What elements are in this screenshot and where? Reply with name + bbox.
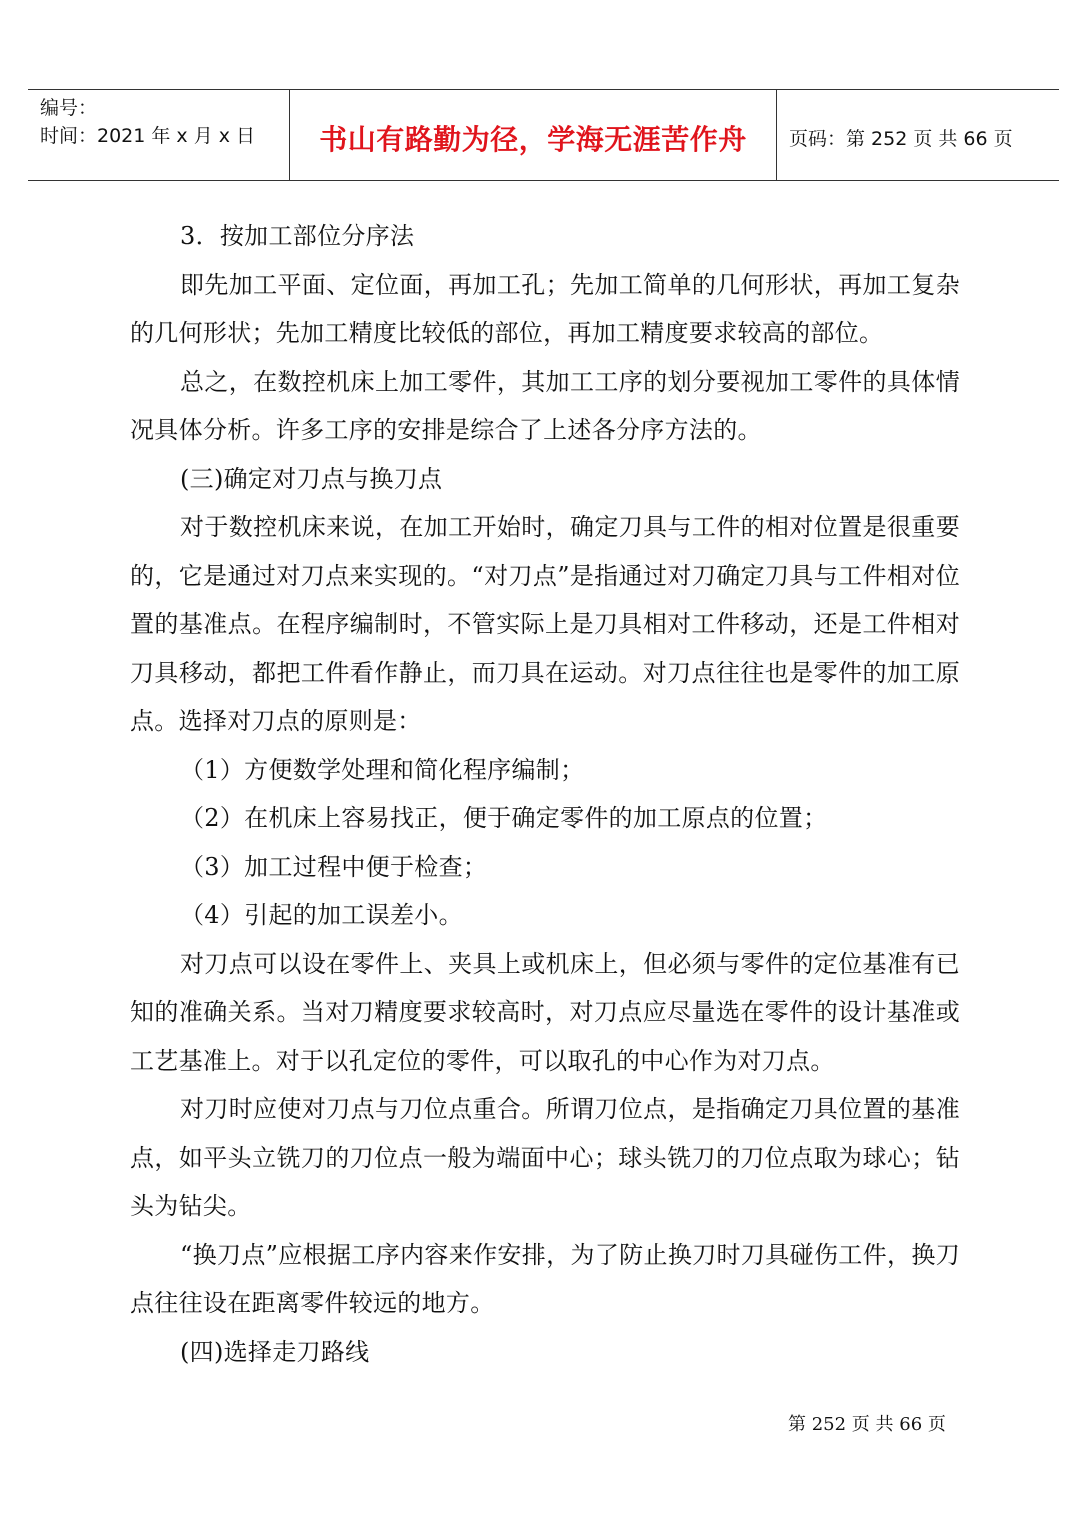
paragraph: 对刀点可以设在零件上、夹具上或机床上，但必须与零件的定位基准有已知的准确关系。当对刀精度要求较高时，对刀点应尽量选在零件的设计基准或工艺基准上。对于以孔定位的零件，可以取孔的中心作为对刀点。 (130, 949, 960, 1075)
list-item: （1）方便数学处理和简化程序编制； (180, 755, 585, 784)
paragraph: 对刀时应使对刀点与刀位点重合。所谓刀位点，是指确定刀具位置的基准点，如平头立铣刀的刀位点一般为端面中心；球头铣刀的刀位点取为球心；钻头为钻尖。 (130, 1095, 960, 1220)
list-item: （4）引起的加工误差小。 (180, 901, 463, 929)
section-heading: 3．按加工部位分序法 (180, 222, 415, 250)
paragraph: 总之，在数控机床上加工零件，其加工工序的划分要视加工零件的具体情况具体分析。许多工序的安排是综合了上述各分序方法的。 (130, 367, 960, 444)
paragraph: 对于数控机床来说，在加工开始时，确定刀具与工件的相对位置是很重要的，它是通过对刀点来实现的。“对刀点”是指通过对刀确定刀具与工件相对位置的基准点。在程序编制时，不管实际上是刀具相对工件移动，还是工件相对刀具移动，都把工件看作静止，而刀具在运动。对刀点往往也是零件的加工原点。选择对刀点的原则是： (130, 513, 960, 735)
paragraph: 即先加工平面、定位面，再加工孔；先加工简单的几何形状，再加工复杂的几何形状；先加工精度比较低的部位，再加工精度要求较高的部位。 (130, 270, 960, 347)
document-header (28, 89, 1059, 181)
paragraph: “换刀点”应根据工序内容来作安排，为了防止换刀时刀具碰伤工件，换刀点往往设在距离零件较远的地方。 (130, 1240, 960, 1317)
header-meta-cell (28, 90, 290, 180)
list-item: （2）在机床上容易找正，便于确定零件的加工原点的位置； (180, 804, 828, 832)
document-body (130, 212, 960, 1376)
document-time-label: 时间：2021 年 x 月 x 日 (40, 125, 256, 147)
header-motto: 书山有路勤为径，学海无涯苦作舟 (319, 123, 747, 156)
section-heading: (四)选择走刀路线 (180, 1337, 370, 1366)
document-code-label: 编号： (40, 97, 98, 119)
header-page-info: 页码：第 252 页 共 66 页 (789, 128, 1013, 150)
page-footer: 第 252 页 共 66 页 (788, 1414, 946, 1435)
list-item: （3）加工过程中便于检查； (180, 852, 488, 881)
header-page-cell (777, 90, 1059, 180)
header-motto-cell (290, 90, 777, 180)
section-heading: (三)确定对刀点与换刀点 (180, 464, 443, 493)
